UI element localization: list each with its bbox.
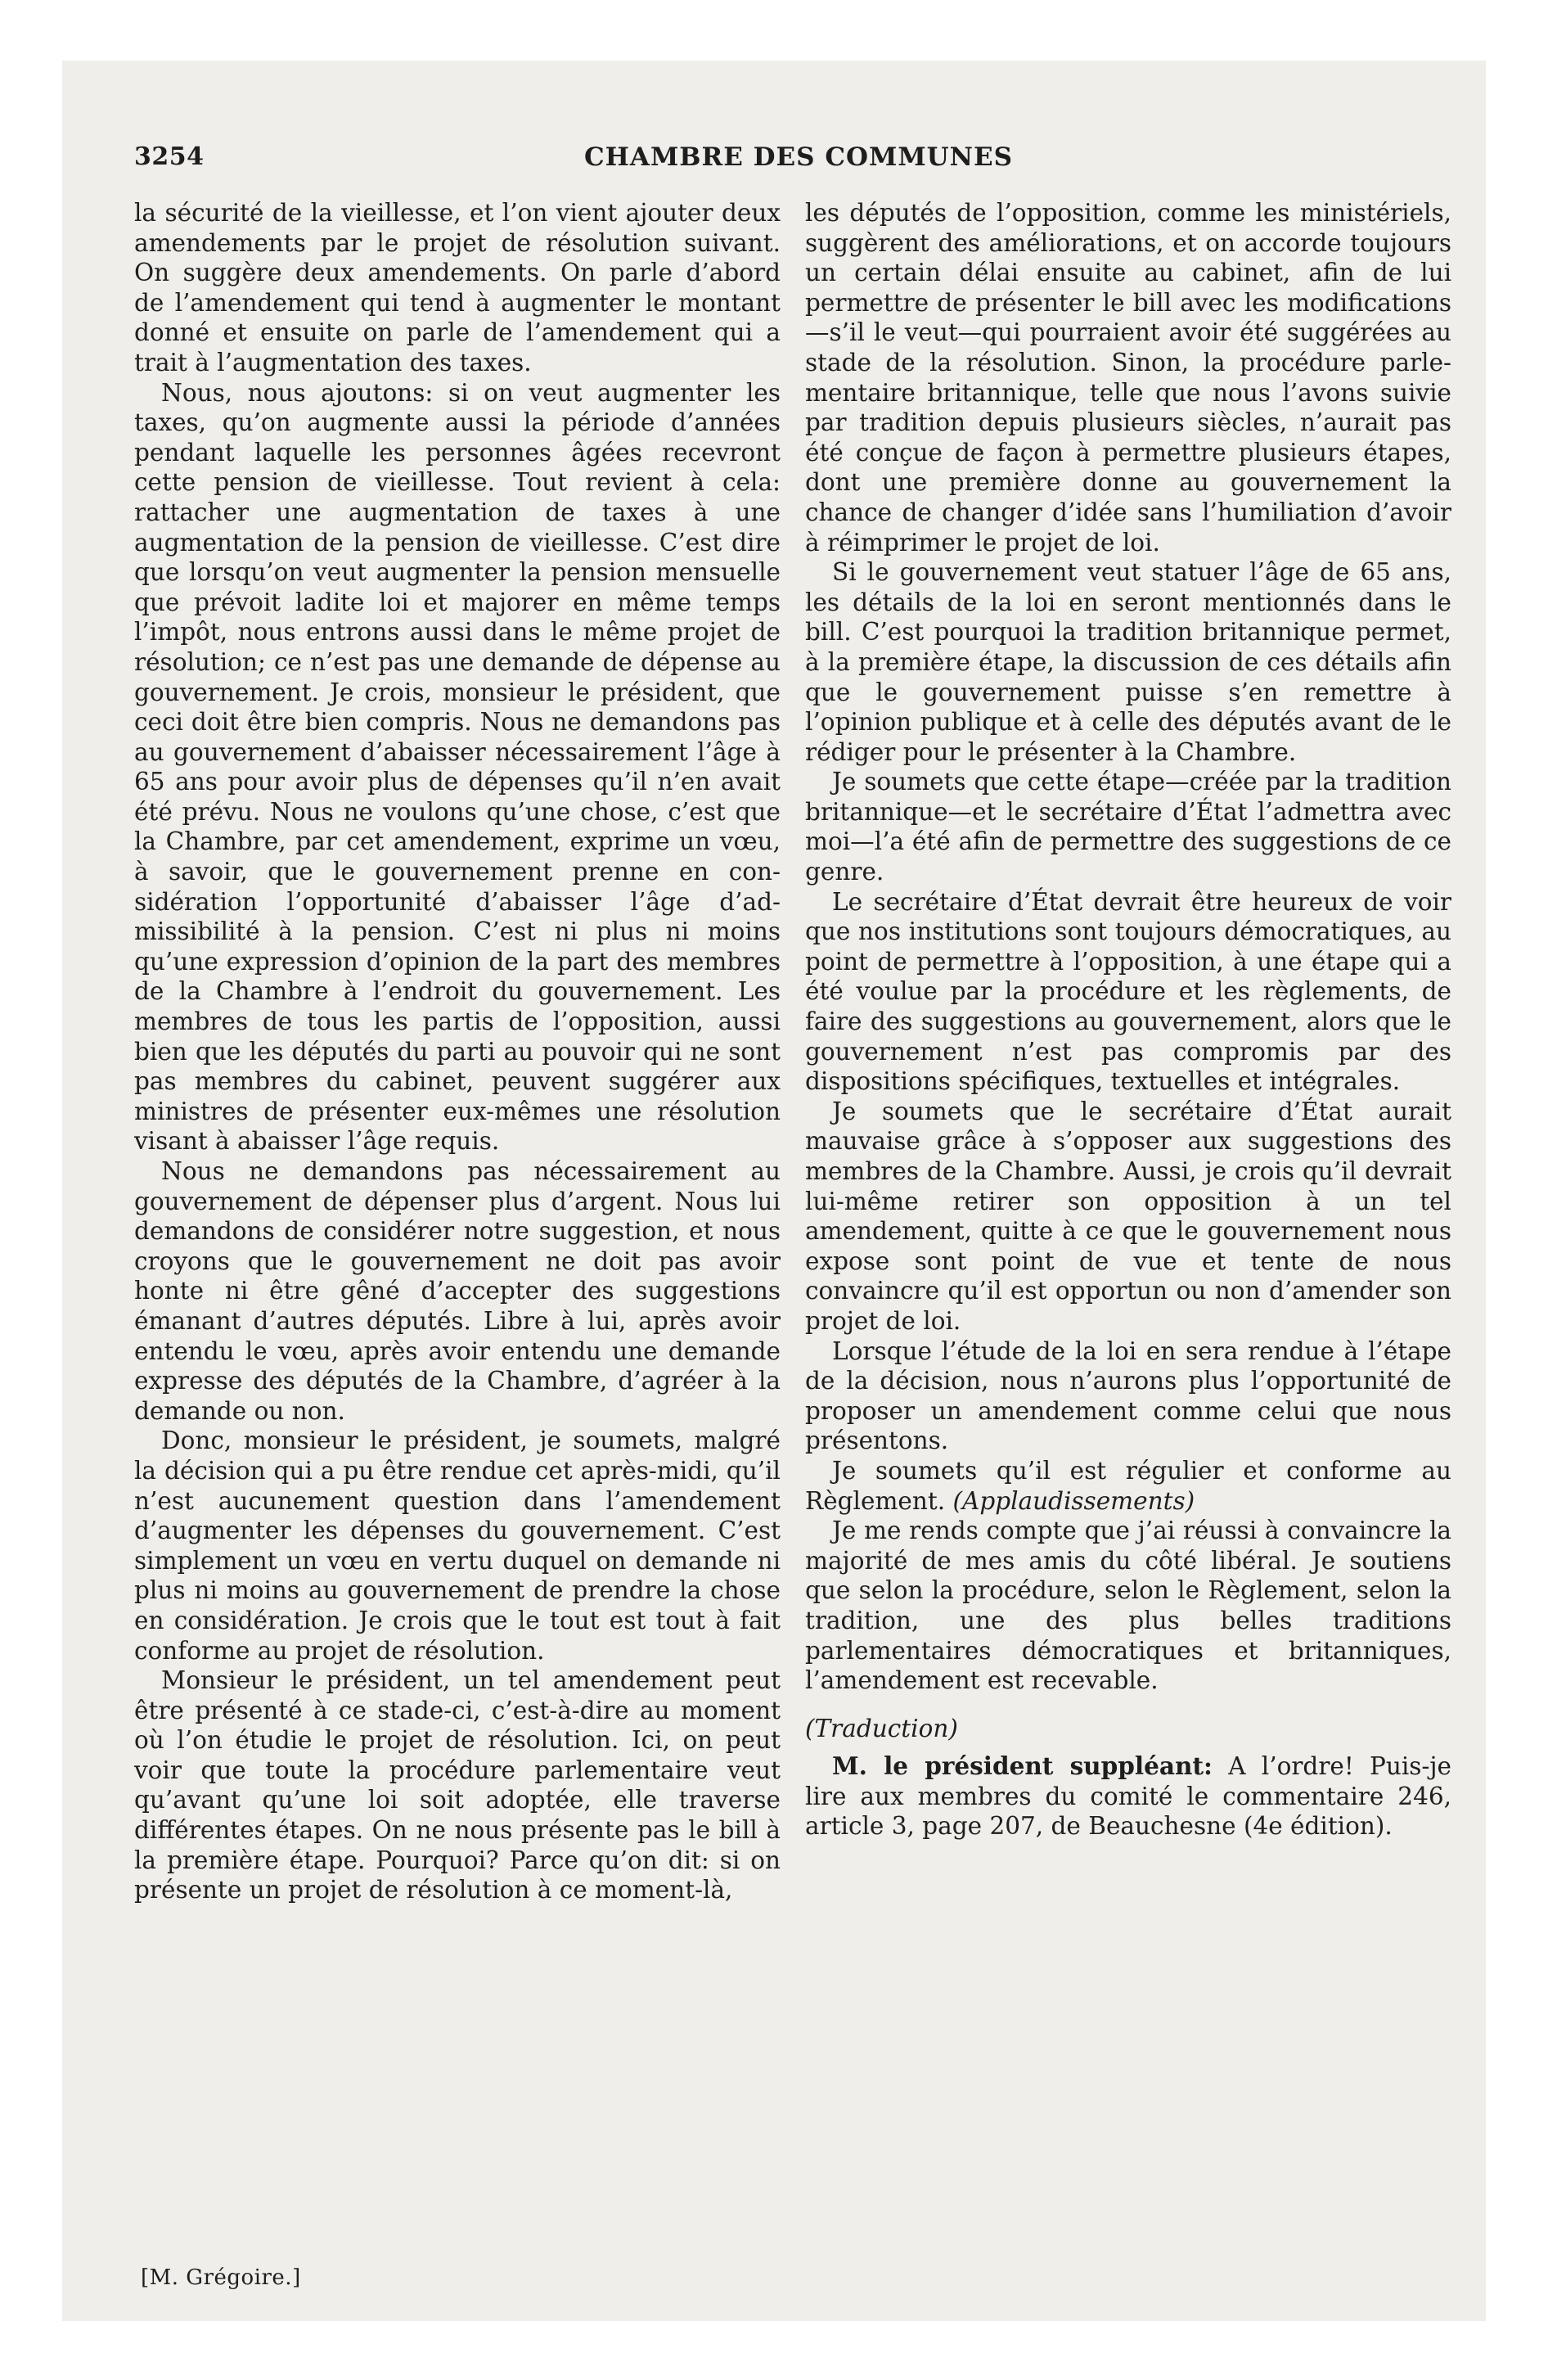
applause-note: (Applaudissements)	[952, 1486, 1195, 1515]
paragraph: Nous, nous ajoutons: si on veut augmenter les taxes, qu’on augmente aussi la période d’années pendant laquelle les personnes âgées recevront cette pension de vieillesse. Tout revient à cela: rattacher une augmentation de taxes à une augmentation de la pension de vieillesse. C’est dire que lorsqu’on veut augmenter la pension mensuelle que prévoit ladite loi et majorer en même temps l’impôt, nous entrons aussi dans le même projet de résolution; ce n’est pas une demande de dépense au gouvernement. Je crois, monsieur le président, que ceci doit être bien compris. Nous ne demandons pas au gouvernement d’abaisser nécessairement l’âge à 65 ans pour avoir plus de dépenses qu’il n’en avait été prévu. Nous ne voulons qu’une chose, c’est que la Chambre, par cet amendement, exprime un vœu, à savoir, que le gouvernement prenne en considération l’opportunité d’abaisser l’âge d’admissibilité à la pension. C’est ni plus ni moins qu’une expression d’opinion de la part des membres de la Chambre à l’endroit du gouvernement. Les membres de tous les partis de l’opposition, aussi bien que les députés du parti au pouvoir qui ne sont pas membres du cabinet, peuvent suggérer aux ministres de présenter eux-mêmes une résolution visant à abaisser l’âge requis.	[134, 378, 781, 1156]
paragraph: Je soumets que le secrétaire d’État aurait mauvaise grâce à s’opposer aux suggestions des membres de la Chambre. Aussi, je crois qu’il devrait lui-même retirer son opposition à un tel amendement, quitte à ce que le gouvernement nous expose sont point de vue et tente de nous convaincre qu’il est opportun ou non d’amender son projet de loi.	[805, 1097, 1451, 1335]
paragraph	[805, 1751, 1451, 1841]
paragraph: Le secrétaire d’État devrait être heureux de voir que nos institutions sont toujours démocratiques, au point de permettre à l’opposition, à une étape qui a été voulue par la procédure et les règlements, de faire des suggestions au gouvernement, alors que le gouvernement n’est pas compromis par des dispositions spécifiques, textuelles et intégrales.	[805, 887, 1451, 1096]
paragraph: Je me rends compte que j’ai réussi à convaincre la majorité de mes amis du côté libéral. Je soutiens que selon la procédure, selon le Règlement, selon la tradition, une des plus belles traditions parlementaires démocratiques et britanniques, l’amendement est recevable.	[805, 1517, 1451, 1695]
paragraph: Lorsque l’étude de la loi en sera rendue à l’étape de la décision, nous n’aurons plus l’opportunité de proposer un amendement comme celui que nous présentons.	[805, 1336, 1451, 1455]
paragraph: la sécurité de la vieillesse, et l’on vient ajouter deux amendements par le projet de résolution suivant. On suggère deux amendements. On parle d’abord de l’amendement qui tend à augmenter le montant donné et ensuite on parle de l’amendement qui a trait à l’augmentation des taxes.	[134, 199, 781, 376]
paragraph-text: A l’ordre! Puis-je lire aux membres du comité le commentaire 246, article 3, page 207, de Beauchesne (4e édition).	[805, 1752, 1451, 1841]
paragraph: Si le gouvernement veut statuer l’âge de 65 ans, les détails de la loi en seront mentionnés dans le bill. C’est pourquoi la tradition britannique permet, à la première étape, la discussion de ces détails afin que le gouvernement puisse s’en remettre à l’opinion publique et à celle des députés avant de le rédiger pour le présenter à la Chambre.	[805, 558, 1451, 766]
paragraph: Monsieur le président, un tel amendement peut être présenté à ce stade-ci, c’est-à-dire au moment où l’on étudie le projet de résolution. Ici, on peut voir que toute la procédure parlementaire veut qu’avant qu’une loi soit adoptée, elle traverse différentes étapes. On ne nous présente pas le bill à la première étape. Pourquoi? Parce qu’on dit: si on présente un projet de résolution à ce moment-là,	[134, 1666, 781, 1904]
page-number: 3254	[134, 142, 205, 171]
paragraph	[805, 1456, 1451, 1516]
paragraph-text: Je soumets qu’il est régulier et conforme au Règlement.	[805, 1456, 1451, 1515]
running-head: CHAMBRE DES COMMUNES	[583, 142, 1014, 172]
translation-note: (Traduction)	[805, 1714, 958, 1742]
paragraph: Donc, monsieur le président, je soumets, malgré la décision qui a pu être rendue cet après-midi, qu’il n’est aucunement question dans l’amendement d’augmenter les dépenses du gouvernement. C’est simplement un vœu en vertu duquel on demande ni plus ni moins au gouvernement de prendre la chose en considération. Je crois que le tout est tout à fait conforme au projet de résolution.	[134, 1427, 781, 1665]
paragraph: Nous ne demandons pas nécessairement au gouvernement de dépenser plus d’argent. Nous lui demandons de considérer notre suggestion, et nous croyons que le gouvernement ne doit pas avoir honte ni être gêné d’accepter des suggestions émanant d’autres députés. Libre à lui, après avoir entendu le vœu, après avoir entendu une demande expresse des députés de la Chambre, d’agréer à la demande ou non.	[134, 1157, 781, 1425]
speaker-name: M. le président suppléant:	[832, 1751, 1213, 1781]
document-page	[62, 61, 1486, 2321]
paragraph: les députés de l’opposition, comme les ministériels, suggèrent des améliorations, et on accorde toujours un certain délai ensuite au cabinet, afin de lui permettre de présenter le bill avec les modifications—s’il le veut—qui pourraient avoir été suggérées au stade de la résolution. Sinon, la procédure parlementaire britannique, telle que nous l’avons suivie par tradition depuis plusieurs siècles, n’aurait pas été conçue de façon à permettre plusieurs étapes, dont une première donne au gouvernement la chance de changer d’idée sans l’humiliation d’avoir à réimprimer le projet de loi.	[805, 199, 1451, 557]
footer-speaker-reference: [M. Grégoire.]	[141, 2265, 301, 2290]
paragraph: Je soumets que cette étape—créée par la tradition britannique—et le secrétaire d’État l’admettra avec moi—l’a été afin de permettre des suggestions de ce genre.	[805, 768, 1451, 886]
right-column	[805, 198, 1451, 1841]
left-column	[134, 198, 781, 1905]
